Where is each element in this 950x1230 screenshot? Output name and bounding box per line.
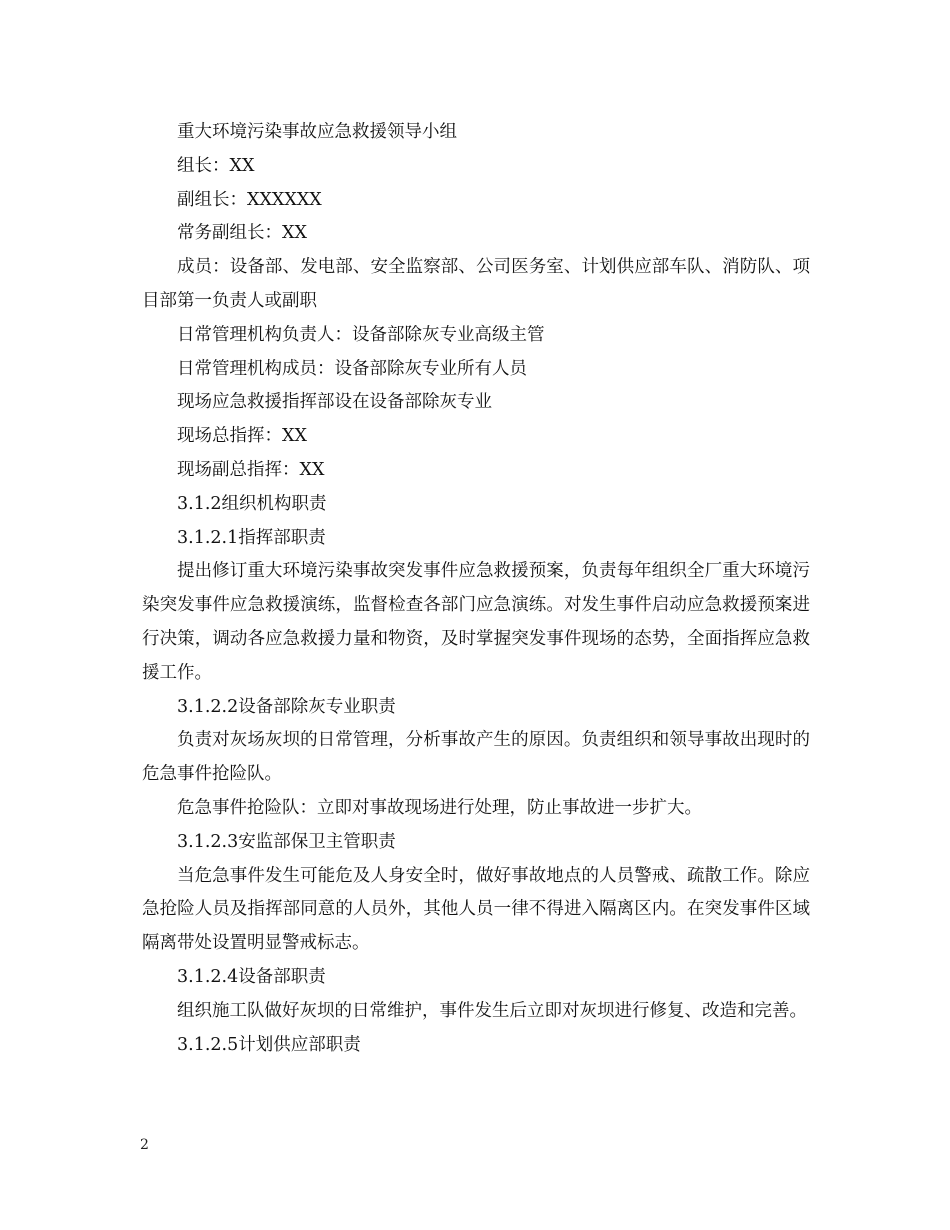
document-body (142, 116, 810, 1062)
daily-office-head-line: 日常管理机构负责人：设备部除灰专业高级主管 (177, 324, 545, 345)
security-duties-paragraph: 当危急事件发生可能危及人身安全时，做好事故地点的人员警戒、疏散工作。除应急抢险人员及指挥部同意的人员外，其他人员一律不得进入隔离区内。在突发事件区域隔离带处设置明显警戒标志。 (142, 865, 810, 954)
section-heading-3-1-2-5: 3.1.2.5计划供应部职责 (177, 1034, 361, 1055)
ash-removal-duties-paragraph: 负责对灰场灰坝的日常管理，分析事故产生的原因。负责组织和领导事故出现时的危急事件抢险队。 (142, 730, 810, 785)
group-title: 重大环境污染事故应急救援领导小组 (177, 122, 457, 142)
deputy-leader-line: 副组长：XXXXXX (177, 189, 322, 210)
daily-office-members-line: 日常管理机构成员：设备部除灰专业所有人员 (177, 358, 527, 379)
page-number: 2 (140, 1137, 149, 1153)
emergency-team-paragraph: 危急事件抢险队：立即对事故现场进行处理，防止事故进一步扩大。 (177, 797, 702, 818)
section-heading-3-1-2-1: 3.1.2.1指挥部职责 (177, 527, 326, 548)
section-heading-3-1-2-3: 3.1.2.3安监部保卫主管职责 (177, 831, 396, 852)
members-line: 成员：设备部、发电部、安全监察部、公司医务室、计划供应部车队、消防队、项目部第一负责人或副职 (142, 257, 810, 311)
section-heading-3-1-2-4: 3.1.2.4设备部职责 (177, 966, 326, 987)
leader-line: 组长：XX (177, 155, 255, 176)
command-post-line: 现场应急救援指挥部设在设备部除灰专业 (177, 392, 492, 413)
section-heading-3-1-2: 3.1.2组织机构职责 (177, 493, 327, 514)
command-duties-paragraph: 提出修订重大环境污染事故突发事件应急救援预案，负责每年组织全厂重大环境污染突发事件应急救援演练，监督检查各部门应急演练。对发生事件启动应急救援预案进行决策，调动各应急救援力量和物资，及时掌握突发事件现场的态势，全面指挥应急救援工作。 (142, 561, 810, 683)
equipment-duties-paragraph: 组织施工队做好灰坝的日常维护，事件发生后立即对灰坝进行修复、改造和完善。 (177, 1000, 807, 1021)
site-deputy-commander-line: 现场副总指挥：XX (177, 459, 325, 480)
section-heading-3-1-2-2: 3.1.2.2设备部除灰专业职责 (177, 696, 396, 717)
executive-deputy-line: 常务副组长：XX (177, 223, 307, 244)
site-commander-line: 现场总指挥：XX (177, 426, 307, 447)
